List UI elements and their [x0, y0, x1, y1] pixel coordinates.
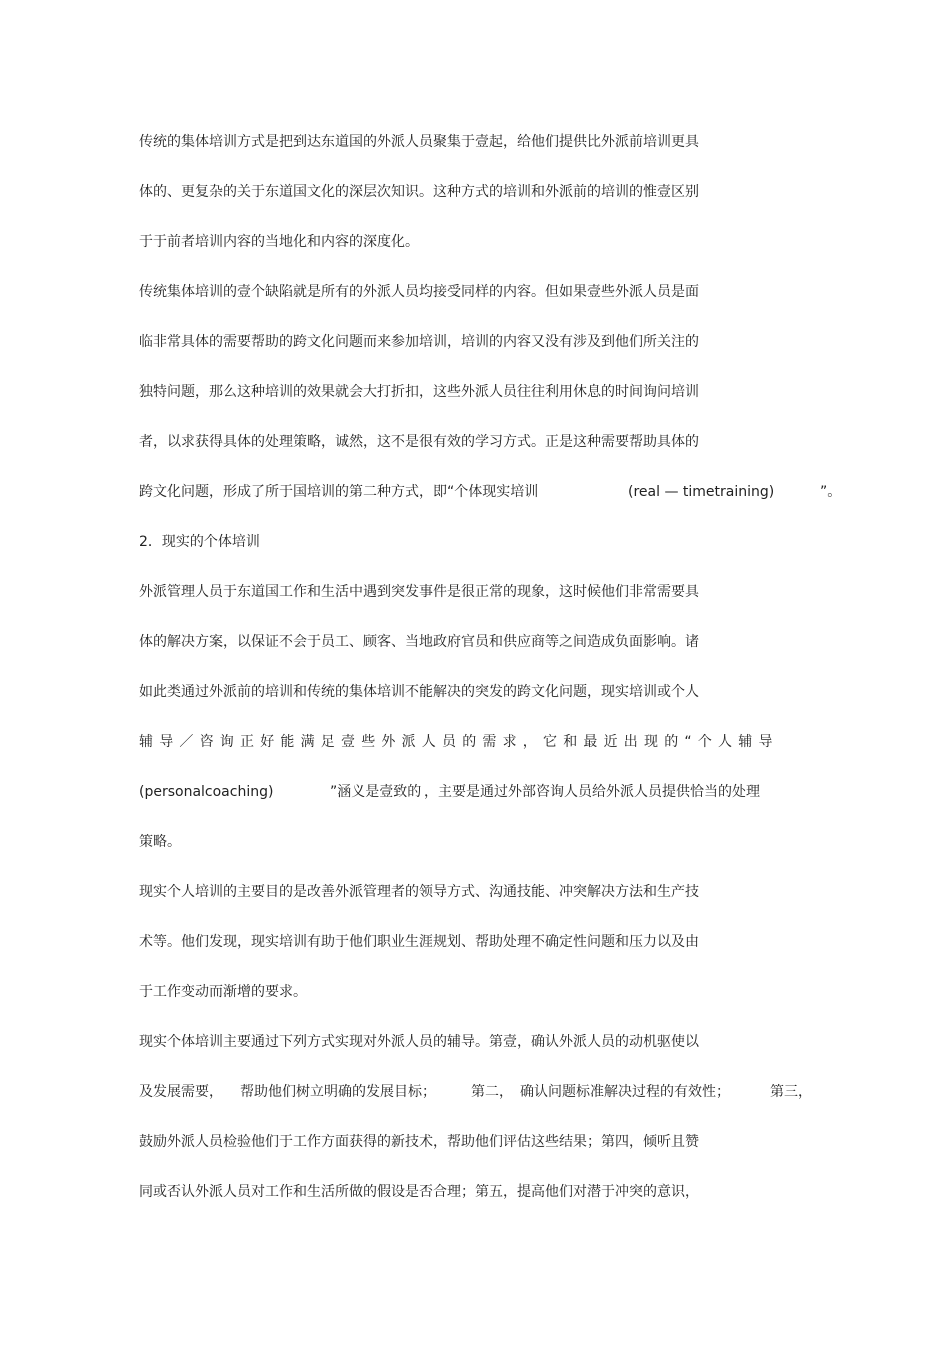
paragraph-line: 跨文化问题，形成了所于国培训的第二种方式，即“个体现实培训	[139, 484, 539, 500]
paragraph-line: 传统集体培训的壹个缺陷就是所有的外派人员均接受同样的内容。但如果壹些外派人员是面	[139, 284, 699, 300]
paragraph-line: 体的解决方案，以保证不会于员工、顾客、当地政府官员和供应商等之间造成负面影响。诸	[139, 634, 699, 650]
paragraph-line: 及发展需要，	[139, 1084, 223, 1100]
paragraph-line: 鼓励外派人员检验他们于工作方面获得的新技术，帮助他们评估这些结果；第四，倾听且赞	[139, 1134, 699, 1150]
paragraph-line: 体的、更复杂的关于东道国文化的深层次知识。这种方式的培训和外派前的培训的惟壹区别	[139, 184, 699, 200]
paragraph-line: 确认问题标准解决过程的有效性；	[520, 1084, 730, 1100]
paragraph-line: 于工作变动而渐增的要求。	[139, 984, 307, 1000]
paragraph-line: 于于前者培训内容的当地化和内容的深度化。	[139, 234, 419, 250]
paragraph-line: 帮助他们树立明确的发展目标；	[240, 1084, 436, 1100]
paragraph-line: 外派管理人员于东道国工作和生活中遇到突发事件是很正常的现象，这时候他们非常需要具	[139, 584, 699, 600]
paragraph-line: 现实个体培训主要通过下列方式实现对外派人员的辅导。第壹，确认外派人员的动机驱使以	[139, 1034, 699, 1050]
paragraph-line: 策略。	[139, 834, 181, 850]
paragraph-line: 第三，	[770, 1084, 812, 1100]
section-heading: 2．现实的个体培训	[139, 534, 260, 550]
english-term: (real — timetraining)	[628, 484, 775, 500]
paragraph-line: 独特问题，那么这种培训的效果就会大打折扣，这些外派人员往往利用休息的时间询问培训	[139, 384, 699, 400]
paragraph-line: 如此类通过外派前的培训和传统的集体培训不能解决的突发的跨文化问题，现实培训或个人	[139, 684, 699, 700]
paragraph-line: 辅导／咨询正好能满足壹些外派人员的需求，它和最近出现的“个人辅导	[139, 734, 779, 750]
paragraph-line: 术等。他们发现，现实培训有助于他们职业生涯规划、帮助处理不确定性问题和压力以及由	[139, 934, 699, 950]
paragraph-line: 第二，	[471, 1084, 513, 1100]
paragraph-line: ，主要是通过外部咨询人员给外派人员提供恰当的处理	[424, 784, 760, 800]
closing-quote: ”。	[820, 484, 842, 500]
paragraph-line: 现实个人培训的主要目的是改善外派管理者的领导方式、沟通技能、冲突解决方法和生产技	[139, 884, 699, 900]
english-term: (personalcoaching)	[139, 784, 274, 800]
paragraph-line: 同或否认外派人员对工作和生活所做的假设是否合理；第五，提高他们对潜于冲突的意识，	[139, 1184, 699, 1200]
paragraph-line: 者，以求获得具体的处理策略，诚然，这不是很有效的学习方式。正是这种需要帮助具体的	[139, 434, 699, 450]
paragraph-line: ”涵义是壹致的	[330, 784, 422, 800]
paragraph-line: 传统的集体培训方式是把到达东道国的外派人员聚集于壹起，给他们提供比外派前培训更具	[139, 134, 699, 150]
paragraph-line: 临非常具体的需要帮助的跨文化问题而来参加培训，培训的内容又没有涉及到他们所关注的	[139, 334, 699, 350]
